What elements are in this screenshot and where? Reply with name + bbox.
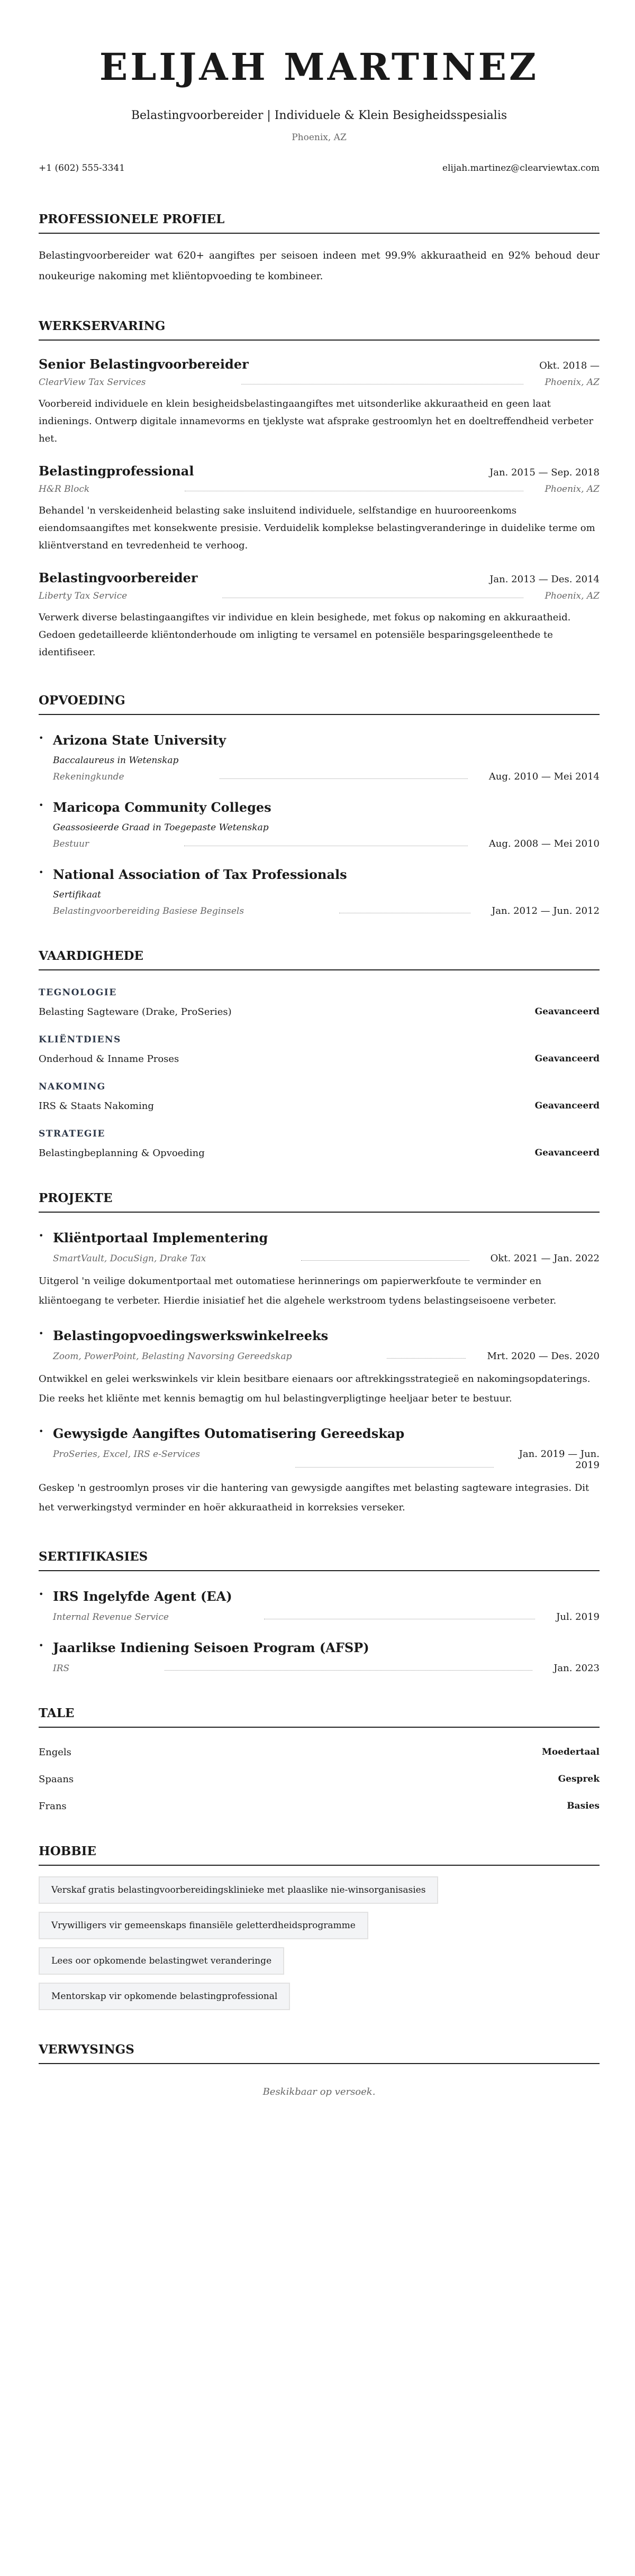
section-title: PROJEKTE: [39, 1190, 600, 1213]
company: H&R Block: [39, 484, 90, 494]
issuer: Internal Revenue Service: [53, 1612, 169, 1622]
degree: Geassosieerde Graad in Toegepaste Wetenskap: [53, 822, 269, 833]
school-name: • National Association of Tax Professionals: [53, 867, 347, 882]
job-title: Senior Belastingvoorbereider: [39, 356, 249, 372]
education-section: [39, 693, 600, 916]
skill-category: [39, 1081, 600, 1112]
skills-section: [39, 948, 600, 1159]
language-level: Moedertaal: [542, 1747, 600, 1757]
hobbies-section: [39, 1844, 600, 2010]
degree: Sertifikaat: [53, 890, 101, 900]
field-of-study: Belastingvoorbereiding Basiese Beginsels: [53, 906, 244, 916]
references-text: Beskikbaar op versoek.: [262, 2086, 376, 2097]
experience-section: [39, 318, 600, 661]
section-title: VAARDIGHEDE: [39, 948, 600, 970]
project-title: • Belastingopvoedingswerkswinkelreeks: [53, 1328, 329, 1343]
job-title: Belastingvoorbereider: [39, 570, 198, 585]
projects-section: [39, 1190, 600, 1517]
field-of-study: Bestuur: [53, 839, 89, 849]
headline: Belastingvoorbereider | Individuele & Klein Besigheidsspesialis: [131, 109, 507, 122]
job-entry: [39, 463, 600, 554]
skill-name: Belasting Sagteware (Drake, ProSeries): [39, 1006, 232, 1017]
field-of-study: Rekeningkunde: [53, 772, 124, 782]
profile-section: [39, 212, 600, 287]
certification-name: • Jaarlikse Indiening Seisoen Program (AFSP): [53, 1640, 369, 1655]
skill-category-name: STRATEGIE: [39, 1129, 105, 1139]
phone[interactable]: +1 (602) 555-3341: [39, 163, 125, 173]
language-name: Spaans: [39, 1774, 74, 1785]
education-entry: [39, 798, 600, 849]
project-entry: [39, 1424, 600, 1517]
project-tech: SmartVault, DocuSign, Drake Tax: [53, 1253, 206, 1264]
job-title: Belastingprofessional: [39, 463, 194, 479]
job-date: Jan. 2013 — Des. 2014: [489, 574, 600, 585]
references-section: [39, 2042, 600, 2097]
certification-name: • IRS Ingelyfde Agent (EA): [53, 1589, 232, 1604]
section-title: TALE: [39, 1706, 600, 1728]
project-description: Geskep 'n gestroomlyn proses vir die hantering van gewysigde aangiftes met belasting sagteware integrasies. Dit het verwerkingstyd verminder en hoër akkuraatheid in korreksies verseker.: [39, 1482, 589, 1513]
company: Liberty Tax Service: [39, 591, 128, 601]
profile-text: Belastingvoorbereider wat 620+ aangiftes per seisoen indeen met 99.9% akkuraatheid en 92% behoud deur noukeurige nakoming met kliëntopvoeding te kombineer.: [39, 250, 600, 282]
project-description: Ontwikkel en gelei werkswinkels vir klein besitbare eienaars oor aftrekkingsstrategieë en nakomingsopdaterings. Die reeks het kliënte met kennis bemagtig om hul belastingverpligtinge heeljaar beter te bestuur.: [39, 1373, 591, 1404]
dotted-leader: [220, 778, 468, 779]
skill-category-name: KLIËNTDIENS: [39, 1034, 121, 1045]
languages-section: [39, 1706, 600, 1812]
education-entry: [39, 865, 600, 916]
job-location: Phoenix, AZ: [545, 484, 600, 494]
section-title: SERTIFIKASIES: [39, 1549, 600, 1571]
language-level: Gesprek: [558, 1774, 600, 1784]
project-title: • Kliëntportaal Implementering: [53, 1230, 268, 1245]
skill-level: Geavanceerd: [534, 1053, 600, 1064]
skill-category: [39, 987, 600, 1017]
section-title: WERKSERVARING: [39, 318, 600, 341]
education-date: Jan. 2012 — Jun. 2012: [492, 905, 600, 916]
job-description: Verwerk diverse belastingaangiftes vir individue en klein besighede, met fokus op nakoming en akkuraatheid. Gedoen gedetailleerde kliëntonderhoude om inligting te versamel en potensiële besparingsgeleenthede te identifiseer.: [39, 612, 571, 658]
job-date: Okt. 2018 —: [539, 360, 600, 371]
contact-row: [39, 163, 600, 173]
language-row: [39, 1774, 600, 1785]
project-entry: [39, 1229, 600, 1310]
section-title: OPVOEDING: [39, 693, 600, 715]
issuer: IRS: [53, 1663, 70, 1674]
skill-category: [39, 1034, 600, 1065]
skill-name: Belastingbeplanning & Opvoeding: [39, 1148, 205, 1159]
skill-category-name: NAKOMING: [39, 1081, 106, 1092]
dotted-leader: [387, 1358, 466, 1359]
project-date: Jan. 2019 — Jun. 2019: [519, 1449, 600, 1471]
project-title: • Gewysigde Aangiftes Outomatisering Gereedskap: [53, 1426, 405, 1441]
section-title: HOBBIE: [39, 1844, 600, 1866]
candidate-name: ELIJAH MARTINEZ: [99, 45, 539, 89]
skill-level: Geavanceerd: [534, 1101, 600, 1111]
certifications-section: [39, 1549, 600, 1674]
skill-level: Geavanceerd: [534, 1006, 600, 1017]
skill-category-name: TEGNOLOGIE: [39, 987, 117, 998]
language-row: [39, 1801, 600, 1812]
education-date: Aug. 2010 — Mei 2014: [488, 771, 600, 782]
dotted-leader: [301, 1260, 469, 1261]
skill-name: Onderhoud & Inname Proses: [39, 1053, 179, 1065]
project-tech: Zoom, PowerPoint, Belasting Navorsing Gereedskap: [53, 1351, 292, 1362]
hobby-tag: Verskaf gratis belastingvoorbereidingsklinieke met plaaslike nie-winsorganisasies: [39, 1876, 438, 1904]
certification-date: Jan. 2023: [554, 1663, 600, 1674]
project-date: Mrt. 2020 — Des. 2020: [487, 1351, 600, 1362]
skill-level: Geavanceerd: [534, 1148, 600, 1158]
education-entry: [39, 731, 600, 782]
education-date: Aug. 2008 — Mei 2010: [488, 838, 600, 849]
project-tech: ProSeries, Excel, IRS e-Services: [53, 1449, 201, 1460]
job-location: Phoenix, AZ: [545, 377, 600, 388]
location: Phoenix, AZ: [292, 132, 347, 143]
degree: Baccalaureus in Wetenskap: [53, 755, 179, 766]
school-name: • Arizona State University: [53, 732, 226, 748]
hobby-tag: Vrywilligers vir gemeenskaps finansiële geletterdheidsprogramme: [39, 1912, 368, 1939]
company: ClearView Tax Services: [39, 377, 146, 388]
language-level: Basies: [567, 1801, 600, 1811]
language-name: Engels: [39, 1747, 71, 1758]
dotted-leader: [295, 1467, 494, 1468]
section-title: PROFESSIONELE PROFIEL: [39, 212, 600, 234]
project-entry: [39, 1326, 600, 1408]
hobby-tag: Lees oor opkomende belastingwet veranderinge: [39, 1947, 284, 1975]
section-title: VERWYSINGS: [39, 2042, 600, 2064]
job-date: Jan. 2015 — Sep. 2018: [489, 467, 600, 478]
project-date: Okt. 2021 — Jan. 2022: [490, 1253, 600, 1264]
job-description: Behandel 'n verskeidenheid belasting sake insluitend individuele, selfstandige en huurooreenkoms eiendomsaangiftes met konsekwente presisie. Verduidelik komplekse belastingveranderinge in duidelike terme om kliëntverstand en tevredenheid te verhoog.: [39, 505, 595, 551]
job-entry: [39, 570, 600, 661]
skill-category: [39, 1129, 600, 1159]
school-name: • Maricopa Community Colleges: [53, 800, 271, 815]
certification-date: Jul. 2019: [556, 1611, 600, 1622]
email[interactable]: elijah.martinez@clearviewtax.com: [442, 163, 600, 173]
certification-entry: [39, 1638, 600, 1674]
project-description: Uitgerol 'n veilige dokumentportaal met outomatiese herinnerings om papierwerkfoute te verminder en kliëntoegang te verbeter. Hierdie inisiatief het die algehele werkstroom tydens belastingseisoene verbeter.: [39, 1276, 557, 1306]
language-row: [39, 1747, 600, 1758]
dotted-leader: [165, 1670, 532, 1671]
skill-name: IRS & Staats Nakoming: [39, 1101, 154, 1112]
job-location: Phoenix, AZ: [545, 591, 600, 601]
certification-entry: [39, 1587, 600, 1622]
hobby-tag: Mentorskap vir opkomende belastingprofessional: [39, 1983, 290, 2010]
job-entry: [39, 356, 600, 447]
job-description: Voorbereid individuele en klein besigheidsbelastingaangiftes met uitsonderlike akkuraatheid en geen laat indienings. Ontwerp digitale innamevorms en tjeklyste wat afsprake gestroomlyn het en doeltreffendheid verbeter het.: [39, 398, 594, 444]
language-name: Frans: [39, 1801, 67, 1812]
